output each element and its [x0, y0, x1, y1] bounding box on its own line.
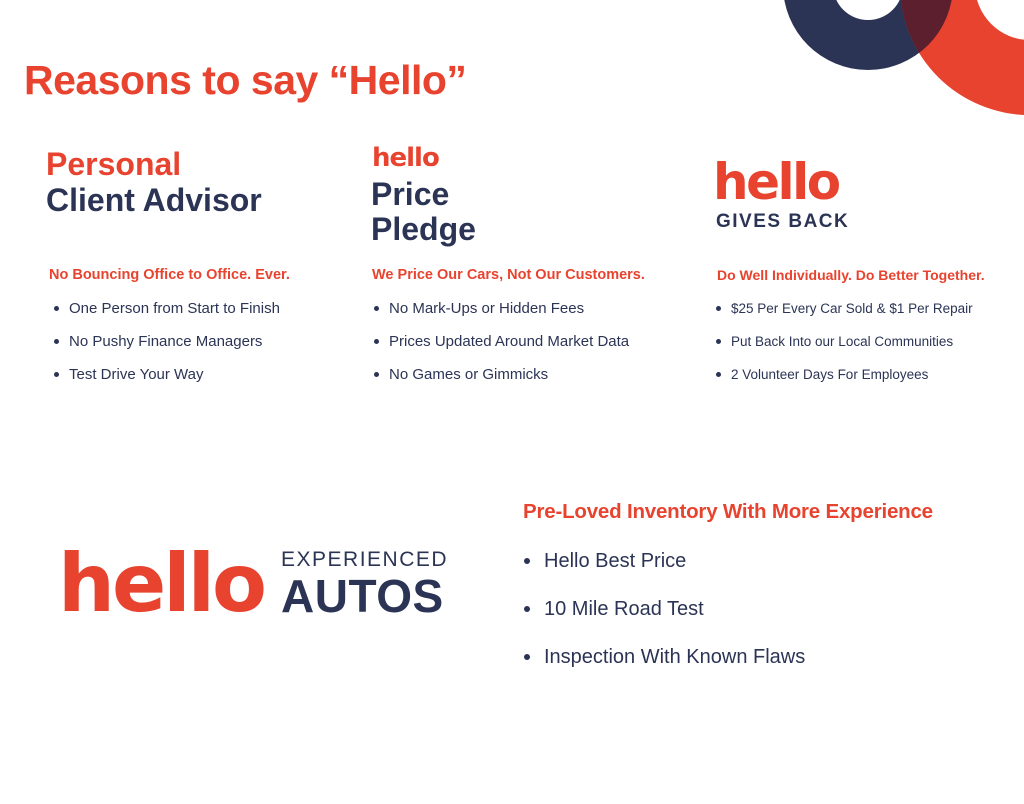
footer-bullet-list — [524, 548, 805, 692]
bullet-text: No Pushy Finance Managers — [69, 333, 263, 350]
bullet-dot-icon — [716, 372, 721, 377]
bullet-dot-icon — [54, 372, 59, 377]
bullet-dot-icon — [374, 339, 379, 344]
column3-bullet-list — [716, 299, 973, 398]
footer-heading: Pre-Loved Inventory With More Experience — [523, 500, 933, 523]
list-item — [54, 332, 280, 352]
column3-tagline: Do Well Individually. Do Better Together. — [717, 267, 985, 283]
column2-bullet-list — [374, 299, 629, 398]
bullet-text: Test Drive Your Way — [69, 366, 204, 383]
bullet-text: Hello Best Price — [544, 550, 687, 572]
list-item — [524, 548, 805, 574]
bullet-text: No Games or Gimmicks — [389, 366, 549, 383]
column2-heading — [371, 177, 476, 247]
bullet-text: One Person from Start to Finish — [69, 300, 280, 317]
hello-autos-logo-word: hello — [58, 537, 265, 630]
bullet-dot-icon — [524, 654, 530, 660]
bullet-dot-icon — [716, 339, 721, 344]
list-item — [524, 596, 805, 622]
bullet-dot-icon — [524, 606, 530, 612]
list-item — [374, 365, 629, 385]
bullet-dot-icon — [524, 558, 530, 564]
list-item — [54, 365, 280, 385]
list-item — [716, 332, 973, 352]
list-item — [716, 365, 973, 385]
hello-logo: hello — [372, 143, 439, 173]
column1-heading-accent: Personal — [46, 146, 182, 182]
experienced-label: EXPERIENCED — [281, 548, 449, 571]
column1-heading-main: Client Advisor — [46, 182, 262, 218]
bullet-text: Prices Updated Around Market Data — [389, 333, 630, 350]
column2-tagline: We Price Our Cars, Not Our Customers. — [372, 267, 645, 283]
column1-bullet-list — [54, 299, 280, 398]
column1-heading — [46, 146, 262, 218]
list-item — [524, 644, 805, 670]
bullet-dot-icon — [54, 306, 59, 311]
column2-heading-line1: Price — [371, 176, 450, 212]
list-item — [716, 299, 973, 319]
bullet-dot-icon — [716, 306, 721, 311]
bullet-text: Inspection With Known Flaws — [544, 646, 806, 668]
bullet-text: 2 Volunteer Days For Employees — [731, 367, 929, 382]
corner-rings-decoration — [724, 0, 1024, 140]
bullet-dot-icon — [374, 306, 379, 311]
list-item — [374, 299, 629, 319]
bullet-text: 10 Mile Road Test — [544, 598, 704, 620]
hello-logo: hello — [713, 153, 839, 211]
page-title: Reasons to say “Hello” — [24, 57, 467, 104]
bullet-text: $25 Per Every Car Sold & $1 Per Repair — [731, 301, 973, 316]
column2-heading-line2: Pledge — [371, 211, 476, 247]
bullet-text: Put Back Into our Local Communities — [731, 334, 954, 349]
autos-label: AUTOS — [281, 570, 444, 622]
bullet-text: No Mark-Ups or Hidden Fees — [389, 300, 585, 317]
column1-tagline: No Bouncing Office to Office. Ever. — [49, 267, 290, 283]
list-item — [374, 332, 629, 352]
hello-autos-logo-text — [281, 548, 449, 622]
bullet-dot-icon — [374, 372, 379, 377]
bullet-dot-icon — [54, 339, 59, 344]
gives-back-label: GIVES BACK — [716, 211, 850, 232]
list-item — [54, 299, 280, 319]
